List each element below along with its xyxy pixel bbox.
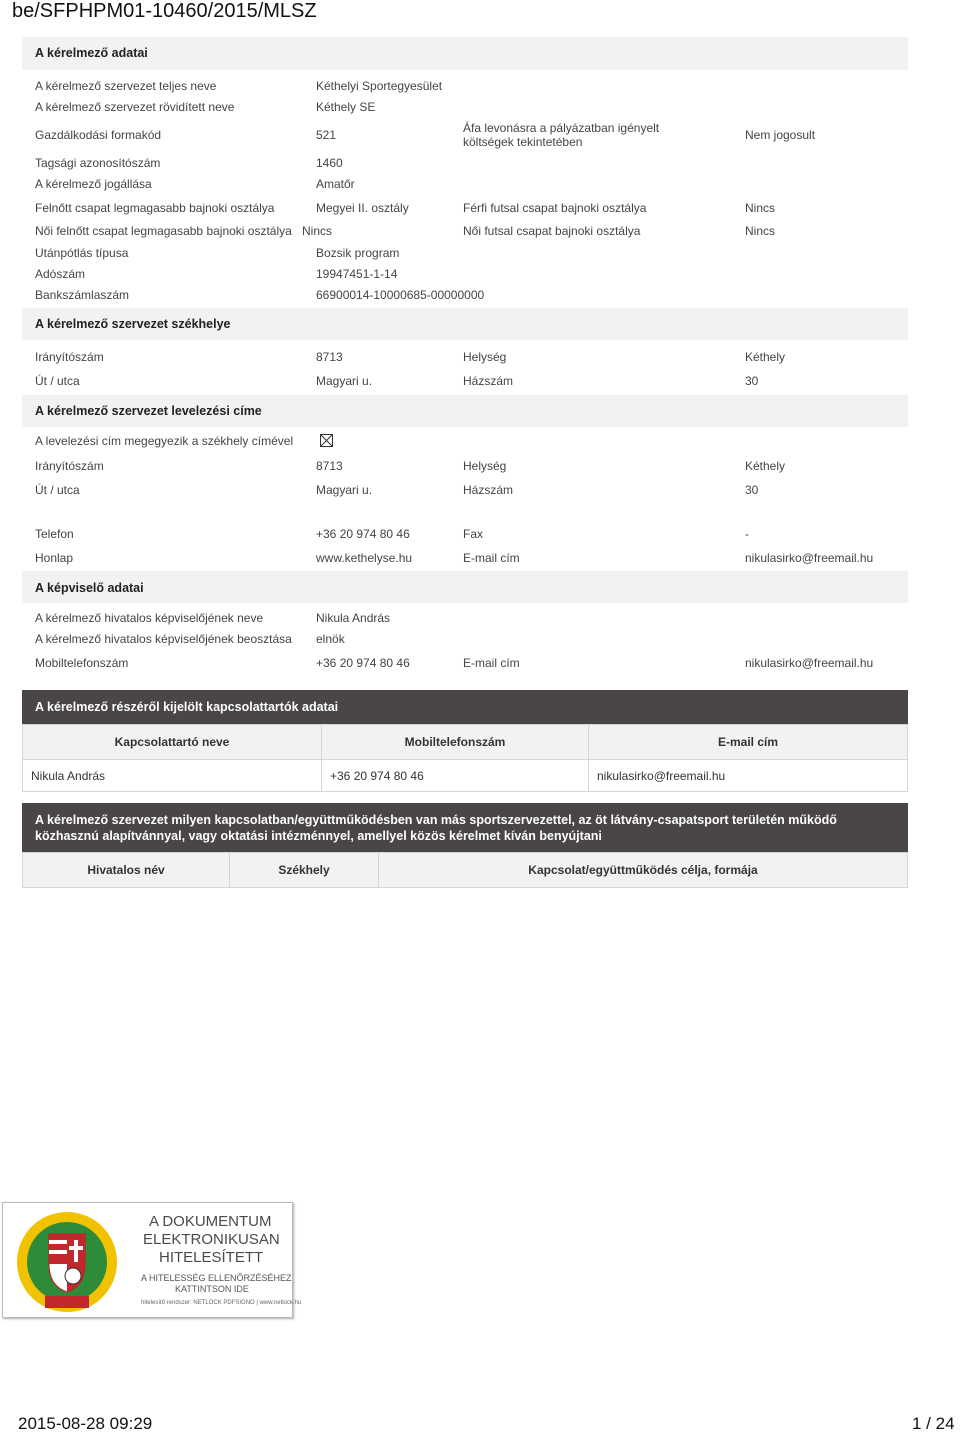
- econ-form-value: 521: [316, 128, 337, 142]
- youth-type-value: Bozsik program: [316, 246, 400, 260]
- mlsz-logo: [5, 1204, 123, 1316]
- women-team-label: Női felnőtt csapat legmagasabb bajnoki osztálya: [35, 224, 292, 238]
- stamp-line-1: A DOKUMENTUM: [149, 1213, 272, 1230]
- seat-city-label: Helység: [463, 350, 507, 364]
- women-futsal-value: Nincs: [745, 224, 776, 238]
- website-value: www.kethelyse.hu: [316, 551, 413, 565]
- rep-mobile-value: +36 20 974 80 46: [316, 656, 410, 670]
- section-title-seat: A kérelmező szervezet székhelye: [35, 317, 231, 331]
- table-row: [23, 760, 908, 792]
- mailing-same-checkbox[interactable]: [320, 434, 333, 447]
- document-id: be/SFPHPM01-10460/2015/MLSZ: [12, 0, 317, 22]
- column-header: Mobiltelefonszám: [322, 725, 589, 760]
- rep-position-value: elnök: [316, 632, 345, 646]
- fax-label: Fax: [463, 527, 484, 541]
- table-cell: +36 20 974 80 46: [322, 760, 589, 792]
- column-header: Kapcsolattartó neve: [23, 725, 322, 760]
- phone-value: +36 20 974 80 46: [316, 527, 410, 541]
- cooperation-title: A kérelmező szervezet milyen kapcsolatban/együttműködésben van más sportszervezettel, az öt látvány-csapatsport területén működő közhasznú alapítvánnyal, vagy oktatási intézménnyel, amellyel közös kérelmet kíván benyújtani: [35, 813, 837, 843]
- website-label: Honlap: [35, 551, 74, 565]
- section-title-mailing: A kérelmező szervezet levelezési címe: [35, 404, 262, 418]
- mailing-street-value: Magyari u.: [316, 483, 373, 497]
- mailing-same-label: A levelezési cím megegyezik a székhely címével: [35, 434, 294, 448]
- rep-mobile-label: Mobiltelefonszám: [35, 656, 129, 670]
- table-cell: nikulasirko@freemail.hu: [589, 760, 908, 792]
- mailing-street-label: Út / utca: [35, 483, 80, 497]
- women-futsal-label: Női futsal csapat bajnoki osztálya: [463, 224, 641, 238]
- checkbox-cross-icon: [321, 435, 332, 446]
- women-team-value: Nincs: [302, 224, 333, 238]
- seat-zip-value: 8713: [316, 350, 343, 364]
- member-id-value: 1460: [316, 156, 343, 170]
- bank-account-value: 66900014-10000685-00000000: [316, 288, 485, 302]
- seat-house-value: 30: [745, 374, 759, 388]
- bank-account-label: Bankszámlaszám: [35, 288, 130, 302]
- column-header: Kapcsolat/együttműködés célja, formája: [379, 853, 908, 888]
- rep-name-label: A kérelmező hivatalos képviselőjének neve: [35, 611, 264, 625]
- mailing-city-label: Helység: [463, 459, 507, 473]
- section-bar-representative: [22, 571, 908, 603]
- vat-value: Nem jogosult: [745, 128, 816, 142]
- column-header: Székhely: [230, 853, 379, 888]
- section-title-applicant: A kérelmező adatai: [35, 46, 148, 60]
- mailing-zip-value: 8713: [316, 459, 343, 473]
- adult-team-label: Felnőtt csapat legmagasabb bajnoki osztálya: [35, 201, 275, 215]
- seat-street-value: Magyari u.: [316, 374, 373, 388]
- adult-team-value: Megyei II. osztály: [316, 201, 409, 215]
- youth-type-label: Utánpótlás típusa: [35, 246, 129, 260]
- phone-label: Telefon: [35, 527, 74, 541]
- contacts-table: [22, 724, 908, 792]
- fax-value: -: [745, 527, 749, 541]
- section-title-representative: A képviselő adatai: [35, 581, 144, 595]
- contacts-header-bar: [22, 690, 908, 724]
- column-header: E-mail cím: [589, 725, 908, 760]
- seat-house-label: Házszám: [463, 374, 514, 388]
- cooperation-header-bar: [22, 803, 908, 852]
- tax-id-value: 19947451-1-14: [316, 267, 398, 281]
- mailing-house-value: 30: [745, 483, 759, 497]
- footer-page-number: 1 / 24: [912, 1414, 955, 1433]
- tax-id-label: Adószám: [35, 267, 86, 281]
- vat-label-line1: Áfa levonásra a pályázatban igényelt: [463, 121, 660, 135]
- rep-email-value: nikulasirko@freemail.hu: [745, 656, 874, 670]
- email-label: E-mail cím: [463, 551, 520, 565]
- full-name-label: A kérelmező szervezet teljes neve: [35, 79, 217, 93]
- stamp-line-6: hitelesítő rendszer: NETLOCK PDFSIGNO | www.netlock.hu: [141, 1300, 302, 1306]
- stamp-line-2: ELEKTRONIKUSAN: [143, 1231, 280, 1248]
- section-bar-applicant: [22, 37, 908, 70]
- table-cell: Nikula András: [23, 760, 322, 792]
- stamp-line-3: HITELESÍTETT: [159, 1249, 264, 1266]
- mailing-city-value: Kéthely: [745, 459, 786, 473]
- contacts-title: A kérelmező részéről kijelölt kapcsolattartók adatai: [35, 700, 339, 714]
- seat-city-value: Kéthely: [745, 350, 786, 364]
- rep-name-value: Nikula András: [316, 611, 391, 625]
- email-value: nikulasirko@freemail.hu: [745, 551, 874, 565]
- legal-status-label: A kérelmező jogállása: [35, 177, 152, 191]
- stamp-line-5: KATTINTSON IDE: [175, 1284, 249, 1294]
- men-futsal-value: Nincs: [745, 201, 776, 215]
- authentication-stamp[interactable]: [2, 1202, 302, 1318]
- rep-email-label: E-mail cím: [463, 656, 520, 670]
- cooperation-table-header-row: [23, 853, 908, 888]
- seat-zip-label: Irányítószám: [35, 350, 104, 364]
- short-name-label: A kérelmező szervezet rövidített neve: [35, 100, 235, 114]
- member-id-label: Tagsági azonosítószám: [35, 156, 161, 170]
- column-header: Hivatalos név: [23, 853, 230, 888]
- legal-status-value: Amatőr: [316, 177, 355, 191]
- mailing-house-label: Házszám: [463, 483, 514, 497]
- footer-datetime: 2015-08-28 09:29: [18, 1414, 153, 1433]
- men-futsal-label: Férfi futsal csapat bajnoki osztálya: [463, 201, 647, 215]
- stamp-line-4: A HITELESSÉG ELLENŐRZÉSÉHEZ: [141, 1273, 292, 1283]
- short-name-value: Kéthely SE: [316, 100, 376, 114]
- econ-form-label: Gazdálkodási formakód: [35, 128, 162, 142]
- seat-street-label: Út / utca: [35, 374, 80, 388]
- vat-label-line2: költségek tekintetében: [463, 135, 583, 149]
- rep-position-label: A kérelmező hivatalos képviselőjének beosztása: [35, 632, 292, 646]
- contacts-table-header-row: [23, 725, 908, 760]
- cooperation-table: [22, 852, 908, 888]
- full-name-value: Kéthelyi Sportegyesület: [316, 79, 443, 93]
- mailing-zip-label: Irányítószám: [35, 459, 104, 473]
